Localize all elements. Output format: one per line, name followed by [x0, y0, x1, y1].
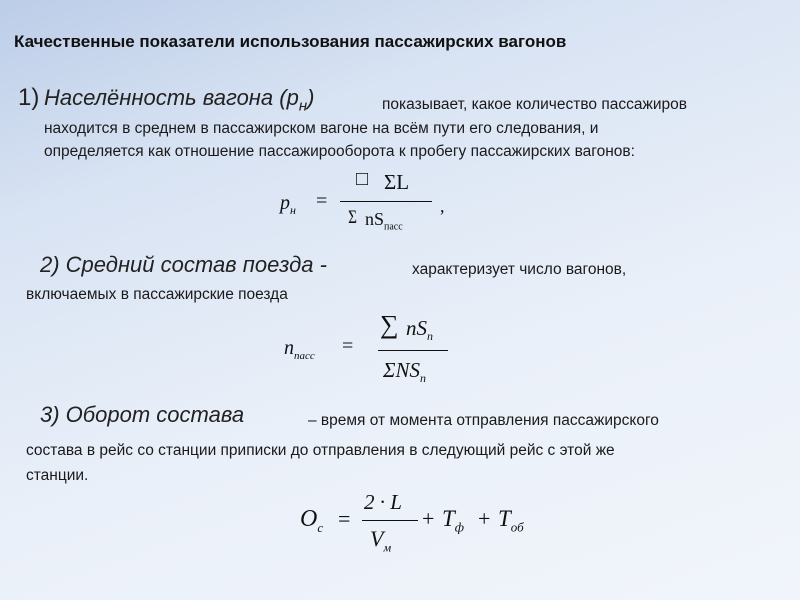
section3-line2: состава в рейс со станции приписки до отправления в следующий рейс с этой же [26, 442, 615, 459]
section2-desc: характеризует число вагонов, [412, 261, 627, 278]
formula1-den-sub: пасс [384, 221, 403, 233]
formula2-numerator [406, 316, 433, 344]
formula3-fraction-bar [362, 520, 418, 521]
section2-line2: включаемых в пассажирские поезда [26, 286, 288, 303]
section1-desc: показывает, какое количество пассажиров [382, 96, 687, 113]
section1-line3: определяется как отношение пассажирооборота к пробегу пассажирских вагонов: [44, 143, 635, 160]
formula3-plus-2: + [478, 506, 491, 531]
formula1-lhs [280, 192, 296, 218]
formula2-num-sub: n [427, 329, 433, 344]
formula3-t1-symbol: Т [442, 506, 455, 531]
formula3-numerator: 2 · L [364, 490, 402, 514]
formula2-lhs-sub: пасс [294, 350, 315, 362]
formula1-eq: = [316, 190, 328, 212]
formula3-denominator [370, 526, 391, 555]
formula3-t2-sub: об [510, 519, 524, 535]
formula1-num-box: □ [356, 168, 369, 190]
formula3-den-text: V [370, 526, 384, 551]
section2-heading: 2) Средний состав поезда - [40, 252, 327, 277]
formula3-plus-1: + [422, 506, 435, 531]
formula2-den-text: ΣNS [383, 358, 420, 382]
section3-line3: станции. [26, 467, 89, 484]
formula1-den-symbol: Σ [348, 207, 357, 228]
formula2-den-sub: n [420, 371, 426, 386]
formula3-lhs [300, 506, 323, 536]
formula1-fraction-bar [340, 201, 432, 202]
section1-heading-sub: н [298, 97, 308, 115]
formula3-den-sub: м [383, 540, 392, 555]
formula1-lhs-sub: н [290, 203, 296, 217]
section1-heading-text: Населённость вагона (р [44, 85, 299, 110]
section3-desc: – время от момента отправления пассажирского [308, 412, 659, 429]
formula3-t1-sub: ф [454, 519, 465, 535]
formula3-lhs-symbol: О [300, 506, 318, 532]
formula3-t2-symbol: Т [498, 506, 511, 531]
formula1-numerator: ΣL [384, 170, 410, 194]
formula2-fraction-bar [378, 350, 448, 351]
formula3-term-2 [498, 506, 524, 536]
formula2-denominator [383, 358, 426, 386]
formula3-eq: = [338, 506, 351, 531]
formula3-term-1 [442, 506, 464, 536]
section3-heading: 3) Оборот состава [40, 402, 245, 427]
formula2-sum-symbol: ∑ [380, 310, 399, 339]
formula1-comma: , [440, 196, 445, 216]
formula1-denominator [365, 209, 403, 233]
section1-line2: находится в среднем в пассажирском вагоне на всём пути его следования, и [44, 120, 599, 137]
formula1-lhs-symbol: р [280, 192, 290, 214]
formula2-eq: = [342, 335, 354, 357]
formula2-num-text: nS [406, 316, 427, 340]
formula2-lhs [284, 337, 315, 362]
section1-number: 1) [18, 84, 40, 111]
section1-heading [44, 85, 314, 114]
formula3-lhs-sub: с [317, 519, 324, 535]
section1-heading-close: ) [307, 85, 315, 110]
formula2-lhs-symbol: n [284, 337, 294, 359]
slide-title: Качественные показатели использования пассажирских вагонов [14, 32, 567, 51]
formula1-den-text: nS [365, 209, 385, 229]
